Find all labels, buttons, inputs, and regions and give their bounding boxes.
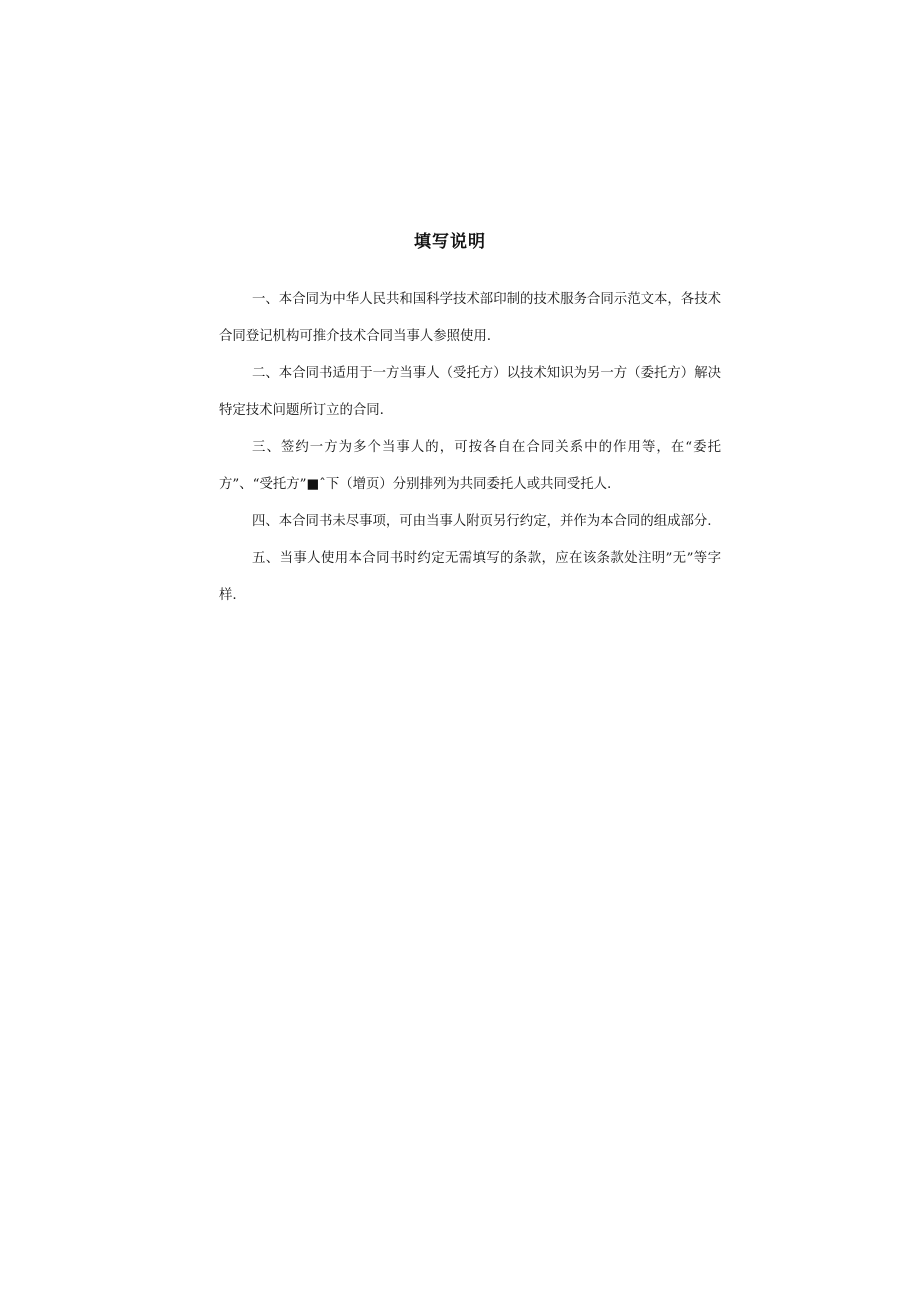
instruction-paragraph-4: 四、本合同书未尽事项，可由当事人附页另行约定，并作为本合同的组成部分. [252, 514, 712, 529]
instruction-paragraph-1: 一、本合同为中华人民共和国科学技术部印制的技术服务合同示范文本，各技术合同登记机构可推介技术合同当事人参照使用. [219, 292, 721, 344]
instruction-paragraph-3: 三、签约一方为多个当事人的，可按各自在合同关系中的作用等，在“委托方”、“受托方”■ˆ下（增页）分别排列为共同委托人或共同受托人. [219, 440, 721, 492]
instruction-paragraph-2: 二、本合同书适用于一方当事人（受托方）以技术知识为另一方（委托方）解决特定技术问题所订立的合同. [219, 366, 721, 418]
instruction-paragraph-5: 五、当事人使用本合同书时约定无需填写的条款，应在该条款处注明”无”等字样. [219, 551, 721, 603]
instructions-body [219, 281, 721, 614]
page-title: 填写说明 [414, 232, 486, 252]
